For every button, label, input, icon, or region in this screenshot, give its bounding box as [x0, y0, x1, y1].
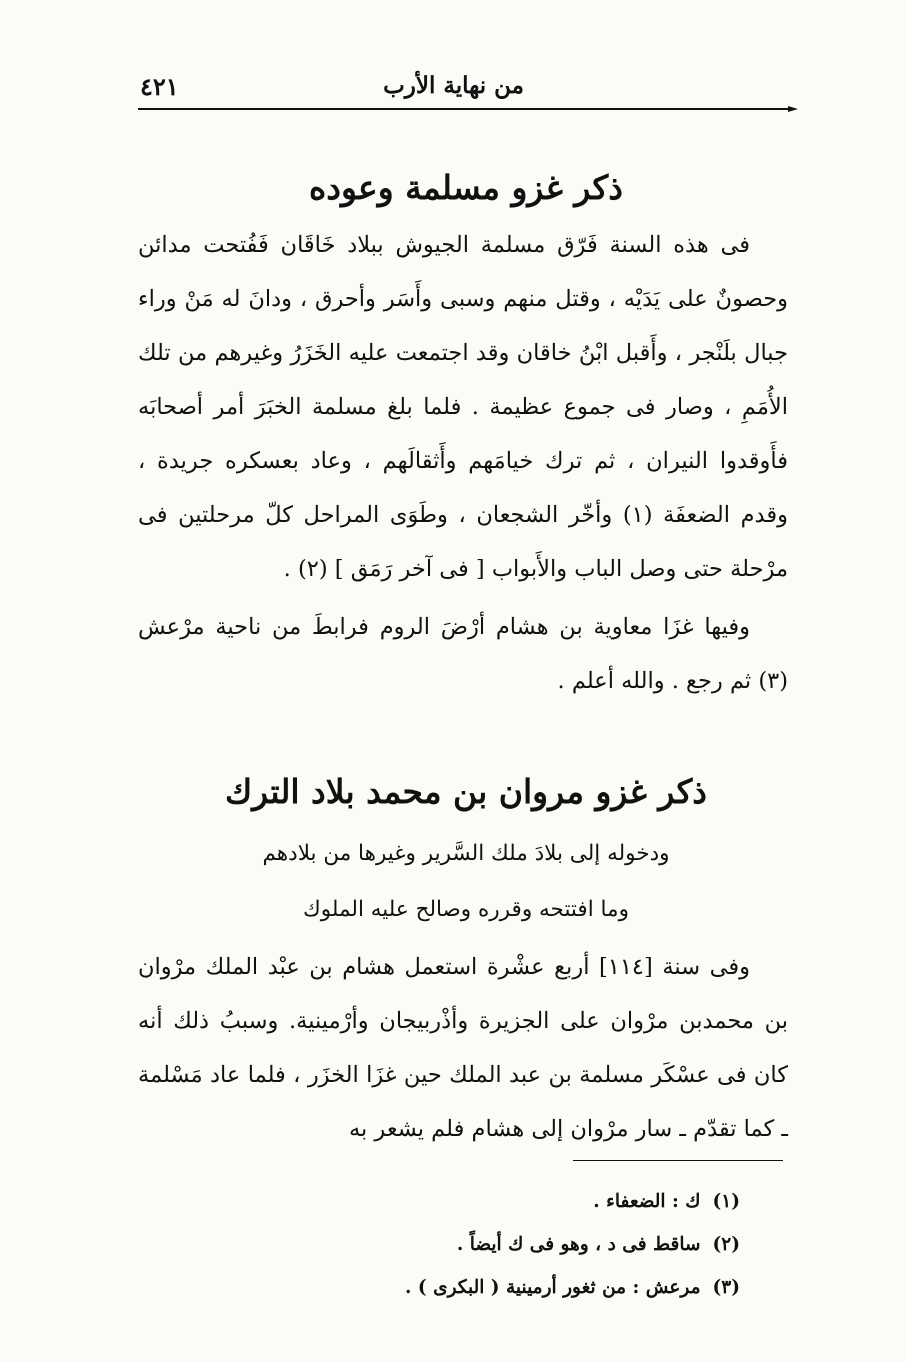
section-body-marwan [138, 940, 788, 1156]
footnote-text: ساقط فى د ، وهو فى ك أيضاً . [456, 1234, 701, 1255]
footnote [300, 1266, 740, 1309]
section-title-marwan: ذكر غزو مروان بن محمد بلاد الترك [224, 772, 707, 811]
paragraph: وفيها غزَا معاوية بن هشام أرْضَ الروم فرابطَ من ناحية مرْعش (٣) ثم رجع . والله أعلم . [138, 614, 788, 694]
header-rule [138, 108, 794, 110]
footnote-text: ك : الضعفاء . [593, 1191, 701, 1212]
subtitle-line: وما افتتحه وقرره وصالح عليه الملوك [303, 897, 629, 922]
footnotes [300, 1180, 740, 1309]
section-title-maslama: ذكر غزو مسلمة وعوده [309, 168, 623, 207]
footnote [300, 1223, 740, 1266]
footnote-rule [573, 1160, 783, 1161]
paragraph: وفى سنة [١١٤] أربع عشْرة استعمل هشام بن عبْد الملك مرْوان بن محمدبن مرْوان على الجزيرة وأذْربيجان وأرْمينية. وسببُ ذلك أنه كان فى عسْكَر مسلمة بن عبد الملك حين غزَا الخزَر ، فلما عاد مَسْلمة ـ كما تقدّم ـ سار مرْوان إلى هشام فلم يشعر به [138, 954, 788, 1142]
running-header [132, 62, 794, 106]
paragraph: فى هذه السنة فَرّق مسلمة الجيوش ببلاد خَاقَان فَفُتحت مدائن وحصونٌ على يَدَيْه ، وقتل منهم وسبى وأَسَر وأحرق ، ودانَ له مَنْ وراء جبال بلَنْجر ، وأَقبل ابْنُ خاقان وقد اجتمعت عليه الخَزَرُ وغيرهم من تلك الأُمَمِ ، وصار فى جموع عظيمة . فلما بلغ مسلمة الخبَرَ أمر أصحابَه فأَوقدوا النيران ، ثم ترك خيامَهم وأَثقالَهم ، وعاد بعسكره جريدة ، وقدم الضعفَة (١) وأخّر الشجعان ، وطَوَى المراحل كلّ مرحلتين فى مرْحلة حتى وصل الباب والأَبواب [ فى آخر رَمَق ] (٢) . [138, 232, 788, 582]
footnote-number: (٢) [712, 1234, 740, 1255]
footnote-text: مرعش : من ثغور أرمينية ( البكرى ) . [405, 1277, 701, 1298]
running-title: من نهاية الأرب [383, 72, 524, 99]
section-body-maslama [138, 218, 788, 708]
page-number: ٤٢١ [140, 72, 179, 101]
footnote-number: (٣) [712, 1277, 740, 1298]
subtitle-line: ودخوله إلى بلادَ ملك السَّرير وغيرها من بلادهم [262, 841, 670, 866]
footnote [300, 1180, 740, 1223]
footnote-number: (١) [712, 1191, 740, 1212]
